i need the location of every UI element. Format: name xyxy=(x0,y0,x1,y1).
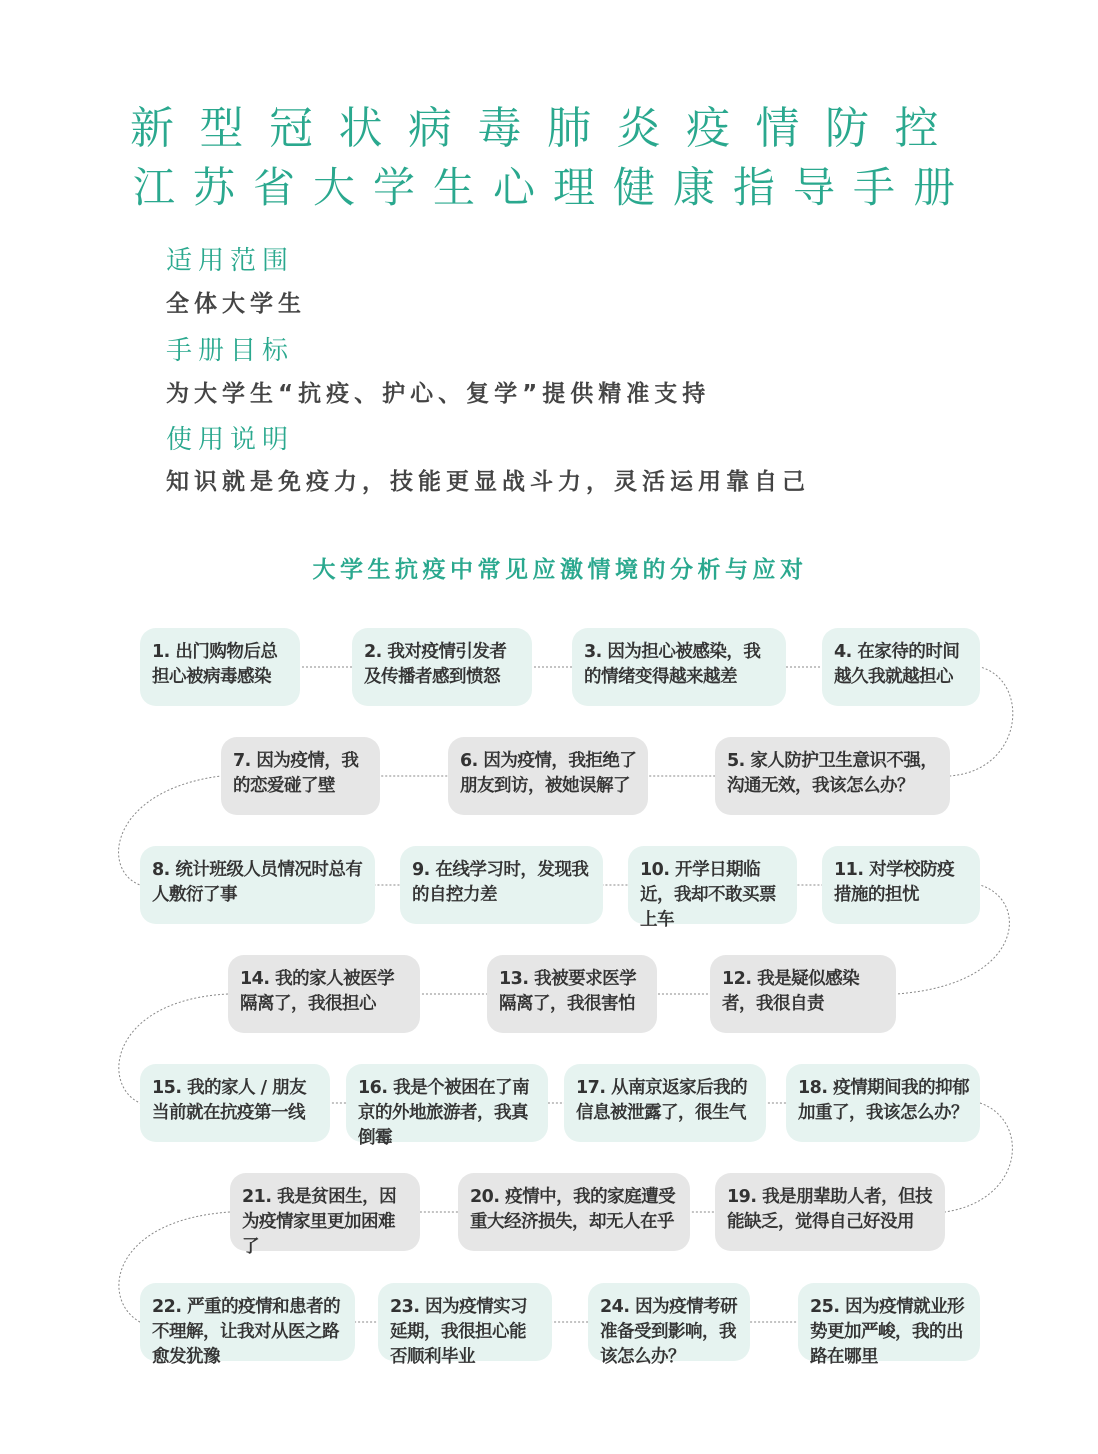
situation-card-6: 6. 因为疫情，我拒绝了朋友到访，被她误解了 xyxy=(448,737,648,815)
situation-card-10: 10. 开学日期临近，我却不敢买票上车 xyxy=(628,846,797,924)
situation-card-18: 18. 疫情期间我的抑郁加重了，我该怎么办？ xyxy=(786,1064,980,1142)
section-value-goal: 为大学生“抗疫、护心、复学”提供精准支持 xyxy=(166,381,711,407)
section-value-usage: 知识就是免疫力，技能更显战斗力，灵活运用靠自己 xyxy=(166,469,810,495)
situation-card-1: 1. 出门购物后总担心被病毒感染 xyxy=(140,628,300,706)
situation-card-20: 20. 疫情中，我的家庭遭受重大经济损失，却无人在乎 xyxy=(458,1173,690,1251)
situation-card-2: 2. 我对疫情引发者及传播者感到愤怒 xyxy=(352,628,532,706)
situation-card-5: 5. 家人防护卫生意识不强，沟通无效，我该怎么办？ xyxy=(715,737,950,815)
situation-card-8: 8. 统计班级人员情况时总有人敷衍了事 xyxy=(140,846,375,924)
situation-card-15: 15. 我的家人 / 朋友当前就在抗疫第一线 xyxy=(140,1064,330,1142)
situation-card-9: 9. 在线学习时，发现我的自控力差 xyxy=(400,846,603,924)
situation-card-16: 16. 我是个被困在了南京的外地旅游者，我真倒霉 xyxy=(346,1064,548,1142)
situation-card-13: 13. 我被要求医学隔离了，我很害怕 xyxy=(487,955,657,1033)
situation-card-24: 24. 因为疫情考研准备受到影响，我该怎么办？ xyxy=(588,1283,750,1361)
situation-card-4: 4. 在家待的时间越久我就越担心 xyxy=(822,628,980,706)
situation-card-21: 21. 我是贫困生，因为疫情家里更加困难了 xyxy=(230,1173,420,1251)
situation-card-12: 12. 我是疑似感染者，我很自责 xyxy=(710,955,896,1033)
section-value-scope: 全体大学生 xyxy=(166,291,306,317)
title-line-1: 新型冠状病毒肺炎疫情防控 xyxy=(130,103,964,154)
situation-card-19: 19. 我是朋辈助人者，但技能缺乏，觉得自己好没用 xyxy=(715,1173,945,1251)
title-line-2: 江苏省大学生心理健康指导手册 xyxy=(133,163,974,212)
section-label-usage: 使用说明 xyxy=(166,425,295,455)
situation-card-23: 23. 因为疫情实习延期，我很担心能否顺利毕业 xyxy=(378,1283,552,1361)
situation-card-17: 17. 从南京返家后我的信息被泄露了，很生气 xyxy=(564,1064,766,1142)
situation-card-11: 11. 对学校防疫措施的担忧 xyxy=(822,846,980,924)
situation-card-14: 14. 我的家人被医学隔离了，我很担心 xyxy=(228,955,420,1033)
situation-card-7: 7. 因为疫情，我的恋爱碰了壁 xyxy=(221,737,380,815)
situation-card-3: 3. 因为担心被感染，我的情绪变得越来越差 xyxy=(572,628,786,706)
flow-subtitle: 大学生抗疫中常见应激情境的分析与应对 xyxy=(312,557,808,583)
section-label-goal: 手册目标 xyxy=(166,336,295,366)
situation-card-22: 22. 严重的疫情和患者的不理解，让我对从医之路愈发犹豫 xyxy=(140,1283,355,1361)
section-label-scope: 适用范围 xyxy=(166,246,295,276)
situation-card-25: 25. 因为疫情就业形势更加严峻，我的出路在哪里 xyxy=(798,1283,980,1361)
